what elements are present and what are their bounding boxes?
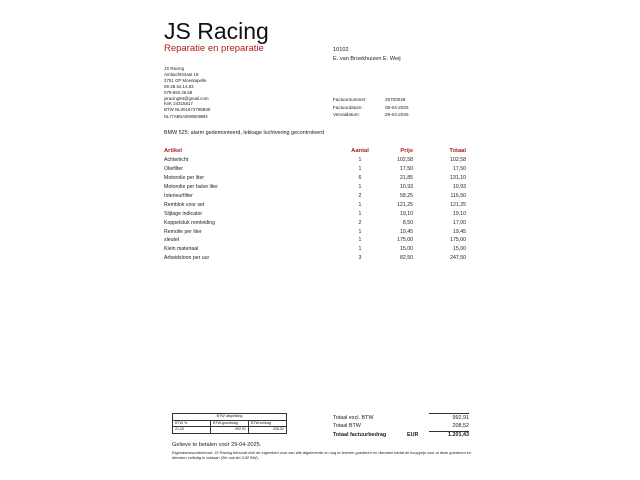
meta-label: Factuurdatum:: [333, 104, 363, 110]
item-qty: 1: [358, 184, 362, 191]
item-total: 17,50: [453, 166, 466, 173]
header-price: Prijs: [400, 148, 413, 154]
item-article: Klein materiaal: [164, 246, 199, 253]
meta-value: 29-04-2025: [385, 112, 409, 118]
item-total: 19,10: [453, 210, 466, 217]
item-total: 17,00: [453, 219, 466, 226]
sender-line: Ambachtstraat 18: [164, 71, 199, 77]
meta-label: Vervaldatum:: [333, 112, 360, 118]
table-row: [164, 200, 466, 209]
item-article: Oliefilter: [164, 166, 184, 173]
table-row: [164, 156, 466, 165]
item-article: Arbeidsloon per uur: [164, 255, 210, 262]
item-article: Achterlicht: [164, 157, 189, 164]
sender-line: BTW NL001673785B40: [164, 107, 211, 113]
item-total: 116,50: [450, 193, 466, 199]
item-article: Koppelstuk remleiding: [164, 219, 216, 226]
table-row: [164, 254, 466, 263]
item-price: 10,93: [400, 184, 413, 191]
item-article: Remblok voor set: [164, 201, 205, 208]
customer-number: 10102: [333, 47, 349, 53]
sender-line: KvK 24315817: [164, 101, 193, 107]
item-price: 17,50: [400, 166, 413, 173]
item-qty: 1: [358, 201, 362, 208]
item-price: 102,58: [397, 157, 413, 164]
table-row: [164, 218, 466, 227]
item-total: 19,45: [453, 228, 466, 235]
item-total: 131,10: [450, 175, 466, 182]
iban: NL77ABNA0590808884: [164, 114, 208, 119]
item-qty: 1: [358, 246, 362, 253]
item-article: Motorolie per halve liter: [164, 184, 218, 191]
ownership-clause: Eigendomsvoorbehoud: JS Racing behoudt zich de eigendom voor van alle afgeleverde en nog te leveren goederen en diensten totdat de koopprijs voor al deze goederen en diensten volledig is voldaan (Zie ook Art 3:92 BW).: [172, 450, 472, 460]
total-vat-value: 208,52: [452, 423, 469, 430]
invoice-items-table: [164, 148, 466, 263]
meta-value: 25700028: [385, 97, 406, 102]
sender-line: 06-28.54.14.83: [164, 83, 194, 89]
meta-row: [333, 96, 409, 104]
sender-line: 079-593.26.58: [164, 89, 193, 95]
item-total: 121,25: [450, 201, 466, 208]
item-price: 8,50: [402, 219, 413, 226]
vat-header-amount: BTW-bedrag: [248, 421, 286, 427]
meta-label: Factuurnummer:: [333, 97, 367, 102]
item-article: Interieurfilter: [164, 193, 193, 199]
currency: EUR: [407, 432, 419, 439]
company-tagline: Reparatie en preparatie: [164, 43, 264, 54]
total-excl-row: [333, 414, 469, 423]
item-qty: 1: [358, 237, 362, 244]
total-vat-label: Totaal BTW: [333, 423, 361, 430]
totals-block: [333, 413, 469, 440]
item-price: 82,50: [400, 255, 413, 262]
item-qty: 6: [358, 175, 362, 182]
table-header: [164, 148, 466, 156]
header-total: Totaal: [449, 148, 466, 154]
vat-header-base: BTW-grondslag: [210, 421, 248, 427]
sender-line: jsracing94@gmail.com: [164, 95, 209, 101]
item-qty: 2: [358, 219, 362, 226]
item-article: Slijtage indicator: [164, 210, 203, 217]
meta-value: 08-04-2025: [385, 104, 409, 110]
table-row: [164, 245, 466, 254]
recipient-block: [333, 46, 401, 63]
item-total: 175,00: [450, 237, 466, 244]
item-qty: 2: [358, 193, 362, 199]
table-row: [164, 236, 466, 245]
item-price: 19,10: [400, 210, 413, 217]
item-price: 21,85: [400, 175, 413, 182]
item-total: 15,00: [453, 246, 466, 253]
item-article: Motorolie per liter: [164, 175, 205, 182]
payment-due: Gelieve te betalen voor 29-04-2025.: [172, 442, 262, 448]
item-price: 19,45: [400, 228, 413, 235]
header-article: Artikel: [164, 148, 183, 154]
item-total: 247,50: [450, 255, 466, 262]
item-total: 102,58: [450, 157, 466, 164]
invoice-description: BMW 525; alarm gedemonteerd, lekkage luchtvering gecontroleerd: [164, 130, 325, 136]
invoice-meta: [333, 96, 409, 119]
table-row: [164, 209, 466, 218]
table-row: [164, 183, 466, 192]
vat-value-row: [173, 427, 286, 433]
item-price: 15,00: [400, 246, 413, 253]
meta-row: [333, 104, 409, 112]
company-name: JS Racing: [164, 18, 269, 44]
table-row: [164, 192, 466, 201]
vat-amount: 208,52: [248, 427, 286, 433]
item-total: 10,93: [453, 184, 466, 191]
customer-name: E. van Broekhuizen E. Weij: [333, 55, 401, 62]
vat-header-rate: BTW %: [175, 420, 188, 425]
grand-total-row: [333, 431, 469, 440]
item-price: 175,00: [397, 237, 413, 244]
item-article: Remolie per liter: [164, 228, 202, 235]
total-vat-row: [333, 422, 469, 431]
vat-breakdown: [172, 413, 287, 434]
item-qty: 1: [358, 228, 362, 235]
table-row: [164, 227, 466, 236]
grand-total-value: 1.201,43: [448, 432, 469, 439]
total-excl-value: 992,91: [452, 414, 469, 421]
sender-address: [164, 66, 210, 113]
header-qty: Aantal: [351, 148, 369, 154]
sender-line: 2751 GP Moerkapelle: [164, 77, 207, 83]
total-excl-label: Totaal excl. BTW: [333, 414, 374, 421]
table-row: [164, 174, 466, 183]
item-article: sleutel: [164, 237, 179, 244]
table-row: [164, 165, 466, 174]
vat-base: 992,91: [210, 427, 248, 433]
item-qty: 1: [358, 166, 362, 173]
vat-title: BTW uitsplitsing: [173, 414, 286, 421]
item-price: 121,25: [397, 201, 413, 208]
item-price: 58,25: [400, 193, 413, 199]
grand-total-label: Totaal factuurbedrag: [333, 432, 387, 439]
meta-row: [333, 111, 409, 119]
sender-line: JS Racing: [164, 66, 185, 71]
item-qty: 1: [358, 157, 362, 164]
item-qty: 3: [358, 255, 362, 262]
vat-rate: 21,00: [175, 427, 184, 431]
item-qty: 1: [358, 210, 362, 217]
